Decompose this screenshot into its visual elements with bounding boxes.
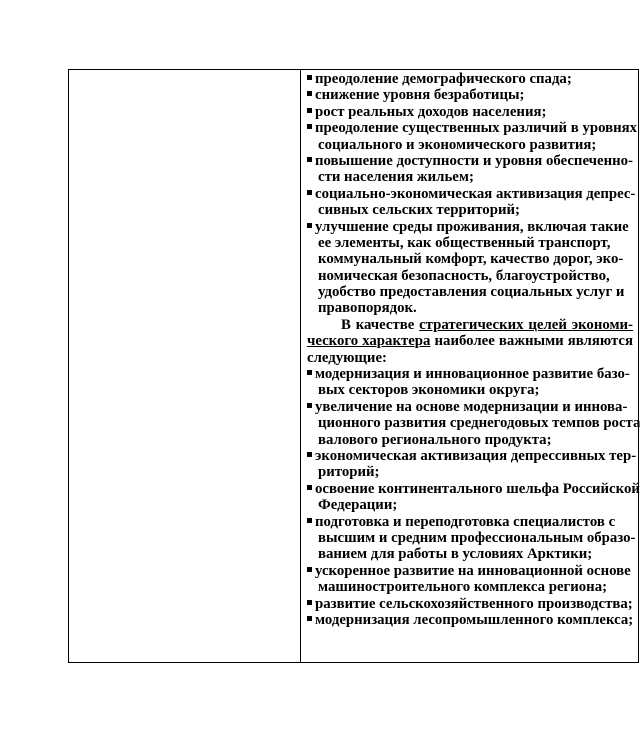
list-item-text: Федерации;: [318, 497, 398, 514]
list-item-text: освоение континентального шельфа Российской: [315, 480, 640, 497]
list-item-text: рост реальных доходов населения;: [315, 103, 547, 120]
list-item-text: высшим и средним профессиональным образо-: [318, 529, 636, 546]
square-bullet-icon: [307, 157, 312, 162]
column-divider: [300, 70, 301, 662]
list-item: [307, 513, 636, 563]
paragraph-lead-text: В качестве: [341, 316, 420, 333]
list-item: [307, 219, 633, 317]
square-bullet-icon: [307, 403, 312, 408]
left-empty-cell: [69, 70, 300, 662]
list-item-text: сти населения жильем;: [318, 169, 474, 186]
list-item-text: номическая безопасность, благоустройство,: [318, 267, 610, 284]
list-item-text: улучшение среды проживания, включая такие: [315, 218, 629, 235]
goals-list-social: [307, 71, 638, 317]
list-item: [307, 612, 633, 628]
list-item-text: экономическая активизация депрессивных тер-: [315, 447, 637, 464]
list-item-text: правопорядок.: [318, 300, 417, 317]
square-bullet-icon: [307, 518, 312, 523]
list-item-text: ускоренное развитие на инновационной основе: [315, 562, 631, 579]
document-table: [68, 69, 639, 663]
square-bullet-icon: [307, 91, 312, 96]
list-item: [307, 71, 633, 87]
list-item: [307, 596, 633, 612]
list-item-text: машиностроительного комплекса региона;: [318, 579, 608, 596]
paragraph-text: наиболее важными являются: [434, 333, 633, 350]
square-bullet-icon: [307, 75, 312, 80]
list-item: [307, 563, 633, 596]
goals-list-economic: [307, 366, 640, 628]
square-bullet-icon: [307, 600, 312, 605]
square-bullet-icon: [307, 616, 312, 621]
underlined-term-cont: ческого характера: [307, 333, 431, 350]
square-bullet-icon: [307, 485, 312, 490]
right-text-cell: [307, 71, 640, 628]
list-item: [307, 366, 633, 399]
list-item-text: социального и экономического развития;: [318, 136, 597, 153]
list-item-text: развитие сельскохозяйственного производства;: [315, 595, 633, 612]
list-item: [307, 447, 637, 481]
square-bullet-icon: [307, 223, 312, 228]
strategic-goals-paragraph: [307, 317, 633, 366]
list-item-text: снижение уровня безработицы;: [315, 87, 525, 104]
list-item-text: преодоление существенных различий в уровнях: [315, 120, 638, 137]
square-bullet-icon: [307, 108, 312, 113]
list-item-text: увеличение на основе модернизации и иннова-: [315, 398, 628, 415]
list-item-text: коммунальный комфорт, качество дорог, эко-: [318, 251, 624, 268]
square-bullet-icon: [307, 124, 312, 129]
list-item-text: сивных сельских территорий;: [318, 202, 520, 219]
list-item-text: вых секторов экономики округа;: [318, 382, 540, 399]
list-item: [307, 104, 633, 120]
list-item: [307, 120, 638, 153]
list-item: [307, 398, 640, 448]
list-item-text: ванием для работы в условиях Арктики;: [318, 546, 593, 563]
list-item-text: подготовка и переподготовка специалистов с: [315, 513, 616, 530]
list-item-text: повышение доступности и уровня обеспеченно-: [315, 152, 633, 169]
list-item-text: ционного развития среднегодовых темпов роста: [318, 415, 640, 432]
list-item: [307, 153, 633, 186]
list-item-text: модернизация и инновационное развитие базо-: [315, 366, 630, 383]
paragraph-text-end: следующие:: [307, 349, 387, 366]
square-bullet-icon: [307, 567, 312, 572]
list-item: [307, 480, 640, 514]
list-item-text: валового регионального продукта;: [318, 431, 552, 448]
list-item-text: ее элементы, как общественный транспорт,: [318, 234, 611, 251]
list-item-text: социально-экономическая активизация депрес-: [315, 185, 636, 202]
list-item-text: удобство предоставления социальных услуг и: [318, 284, 625, 301]
list-item: [307, 87, 633, 103]
underlined-term: стратегических целей экономи-: [419, 316, 633, 333]
list-item: [307, 185, 636, 219]
list-item-text: риторий;: [318, 464, 380, 481]
square-bullet-icon: [307, 190, 312, 195]
square-bullet-icon: [307, 452, 312, 457]
square-bullet-icon: [307, 370, 312, 375]
list-item-text: модернизация лесопромышленного комплекса;: [315, 611, 634, 628]
list-item-text: преодоление демографического спада;: [315, 71, 572, 87]
